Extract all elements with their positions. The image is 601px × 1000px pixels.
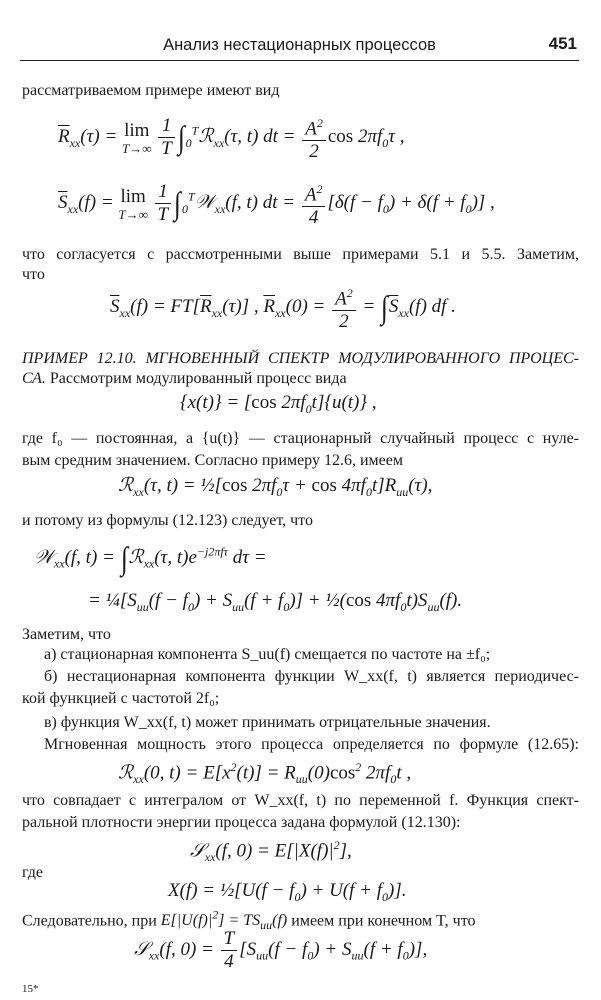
text-line: что согласуется с рассмотренными выше примерами 5.1 и 5.5. Заметим, <box>22 246 579 263</box>
equation-double-freq-correlation: ℛ$_{xx}$(τ, t) = ½[cos $2\pi f_0\tau + \cos 4\pi f_0t]R_{uu}(\tau)$, <box>118 475 433 499</box>
list-item-cont: кой функцией с частотой 2f₀; <box>22 690 220 707</box>
text-line: ральной плотности энергии процесса задана формулой (12.130): <box>22 814 461 831</box>
equation-finite-t: 𝒮$_{xx}$(f, 0) = $\frac{T}{4}$ $[S_{uu}(f - f_0) + S_{uu}(f + f_0)]$, <box>134 928 428 972</box>
text-line: Мгновенная мощность этого процесса определяется по формуле (12.65): <box>44 736 579 753</box>
page-number: 451 <box>548 34 577 53</box>
text-line: Заметим, что <box>22 626 111 643</box>
text-line: что <box>22 266 45 283</box>
list-item: б) нестационарная компонента функции W_xx(f, t) является периодичес- <box>44 668 579 685</box>
example-heading: ПРИМЕР 12.10. МГНОВЕННЫЙ СПЕКТР МОДУЛИРОВАННОГО ПРОЦЕС- <box>22 350 579 367</box>
equation-energy-density: 𝒮$_{xx}$(f, $0) = E[|X(f)|^2]$, <box>190 838 352 865</box>
text-line: и потому из формулы (12.123) следует, что <box>22 512 313 529</box>
example-heading-end: СА. <box>22 370 46 387</box>
equation-relation: $\overline{S}_{xx}(f) = FT[\overline{R}_{xx}(\tau)]$ , $\overline{R}_{xx}(0)$ = $\frac{A^2}{2}$ = $\int\overline{S}_{xx}(f)$ df . <box>110 282 456 333</box>
example-heading-cont <box>22 368 579 390</box>
signature-mark: 15* <box>22 983 39 995</box>
equation-instantaneous-power: ℛ$_{xx}$(0, $t) = E[x^2(t)] = R_{uu}(0)\cos^2$ $2\pi f_0t$ , <box>118 760 412 787</box>
text-line: рассматриваемом примере имеют вид <box>22 82 280 99</box>
text-fragment: Рассмотрим модулированный процесс вида <box>49 370 347 387</box>
text-line: вым средним значением. Согласно примеру 12.6, имеем <box>22 452 403 469</box>
header-title: Анализ нестационарных процессов <box>163 36 436 54</box>
running-header <box>20 34 579 61</box>
list-item: а) стационарная компонента S_uu(f) смещается по частоте на ±f₀; <box>44 646 491 663</box>
equation-fourier-x: X(f) = ½[U(f − $f_0) + U(f + f_0)$]. <box>168 880 407 904</box>
text-line: где f₀ — постоянная, а {u(t)} — стационарный случайный процесс с нуле- <box>22 430 579 447</box>
equation-autocorrelation: $\overline{R}_{xx}(\tau)$ = lim T→∞ $\frac{1}{T}$ $\int_0^Tℛ_{xx}(\tau$, t) dt = $\frac{A^2}{2}$ $\cos 2\pi f_0\tau$ , <box>58 112 405 163</box>
equation-spectrum: $\overline{S}_{xx}(f)$ = lim T→∞ $\frac{1}{T}$ $\int_0^T𝒲_{xx}(f$, t) dt = $\frac{A^2}{4}$ $[\delta(f - f_0) + \delta(f + f_0)]$ , <box>58 178 495 229</box>
inline-formula: $E[|U(f)|^2] = TS_{uu}(f)$ <box>160 908 288 933</box>
equation-wigner-integral: 𝒲$_{xx}$(f, t) = ∫ℛ$_{xx}$(τ, $t)e^{-j2\pi f\tau}$ dτ = <box>34 540 267 576</box>
text-fragment: Следовательно, при <box>22 912 157 930</box>
equation-wigner-result: = $\frac{1}{4}[S_{uu}(f - f_0) + S_{uu}(f + f_0)]$ + ½(cos $4\pi f_0t)S_{uu}(f)$. <box>88 590 463 614</box>
list-item: в) функция W_xx(f, t) может принимать отрицательные значения. <box>44 714 491 731</box>
text-line: где <box>22 864 44 881</box>
equation-process: {x(t)} = [cos $2\pi f_0t]\{u(t)\}$ , <box>180 392 377 416</box>
text-fragment: имеем при конечном T, что <box>291 912 476 930</box>
text-line: что совпадает с интегралом от W_xx(f, t) по переменной f. Функция спект- <box>22 792 579 809</box>
